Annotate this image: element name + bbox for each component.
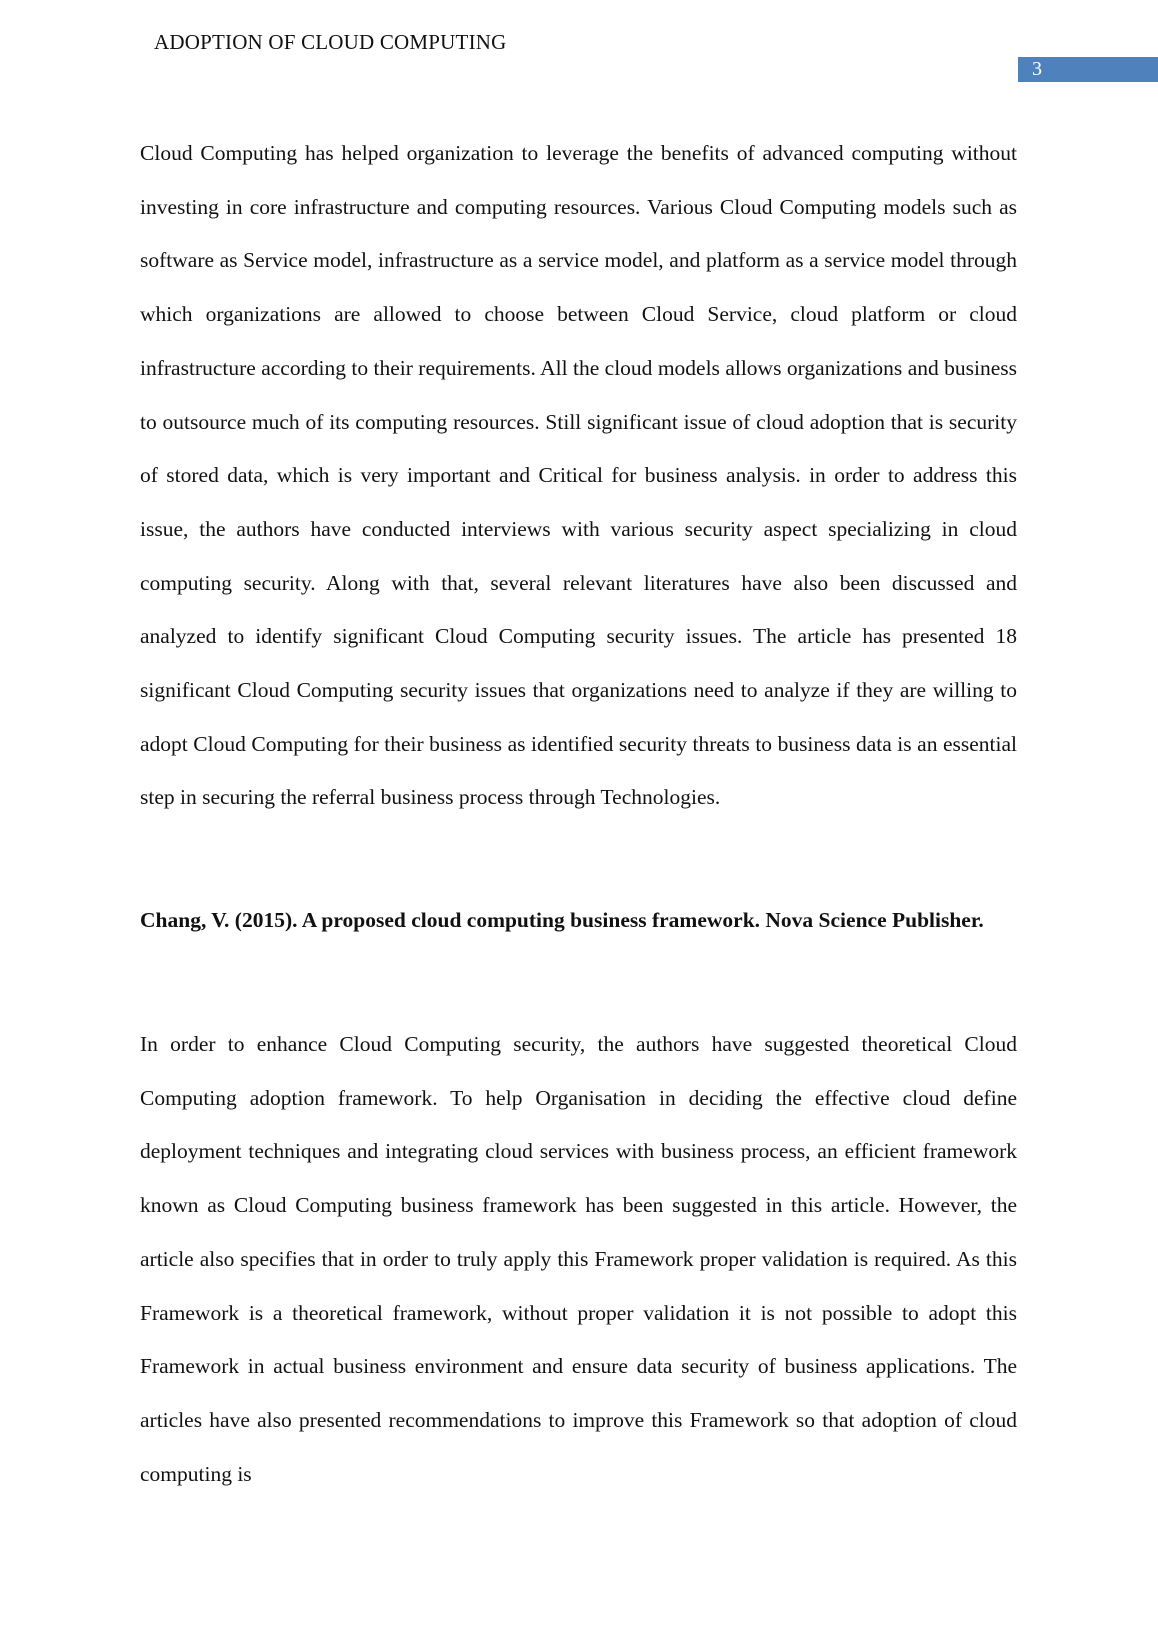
running-head: ADOPTION OF CLOUD COMPUTING — [154, 30, 507, 54]
page-number-badge — [1018, 57, 1158, 82]
body-paragraph-2: In order to enhance Cloud Computing security, the authors have suggested theoretical Cloud Computing adoption framework. To help Organisation in deciding the effective cloud define deployment techniques and integrating cloud services with business process, an efficient framework known as Cloud Computing business framework has been suggested in this article. However, the article also specifies that in order to truly apply this Framework proper validation is required. As this Framework is a theoretical framework, without proper validation it is not possible to adopt this Framework in actual business environment and ensure data security of business applications. The articles have also presented recommendations to improve this Framework so that adoption of cloud computing is — [140, 1032, 1017, 1486]
page-number: 3 — [1032, 58, 1042, 80]
body-paragraph-1: Cloud Computing has helped organization to leverage the benefits of advanced computing without investing in core infrastructure and computing resources. Various Cloud Computing models such as software as Service model, infrastructure as a service model, and platform as a service model through which organizations are allowed to choose between Cloud Service, cloud platform or cloud infrastructure according to their requirements. All the cloud models allows organizations and business to outsource much of its computing resources. Still significant issue of cloud adoption that is security of stored data, which is very important and Critical for business analysis. in order to address this issue, the authors have conducted interviews with various security aspect specializing in cloud computing security. Along with that, several relevant literatures have also been discussed and analyzed to identify significant Cloud Computing security issues. The article has presented 18 significant Cloud Computing security issues that organizations need to analyze if they are willing to adopt Cloud Computing for their business as identified security threats to business data is an essential step in securing the referral business process through Technologies. — [140, 141, 1017, 810]
reference-citation: Chang, V. (2015). A proposed cloud computing business framework. Nova Science Publisher. — [140, 908, 984, 932]
